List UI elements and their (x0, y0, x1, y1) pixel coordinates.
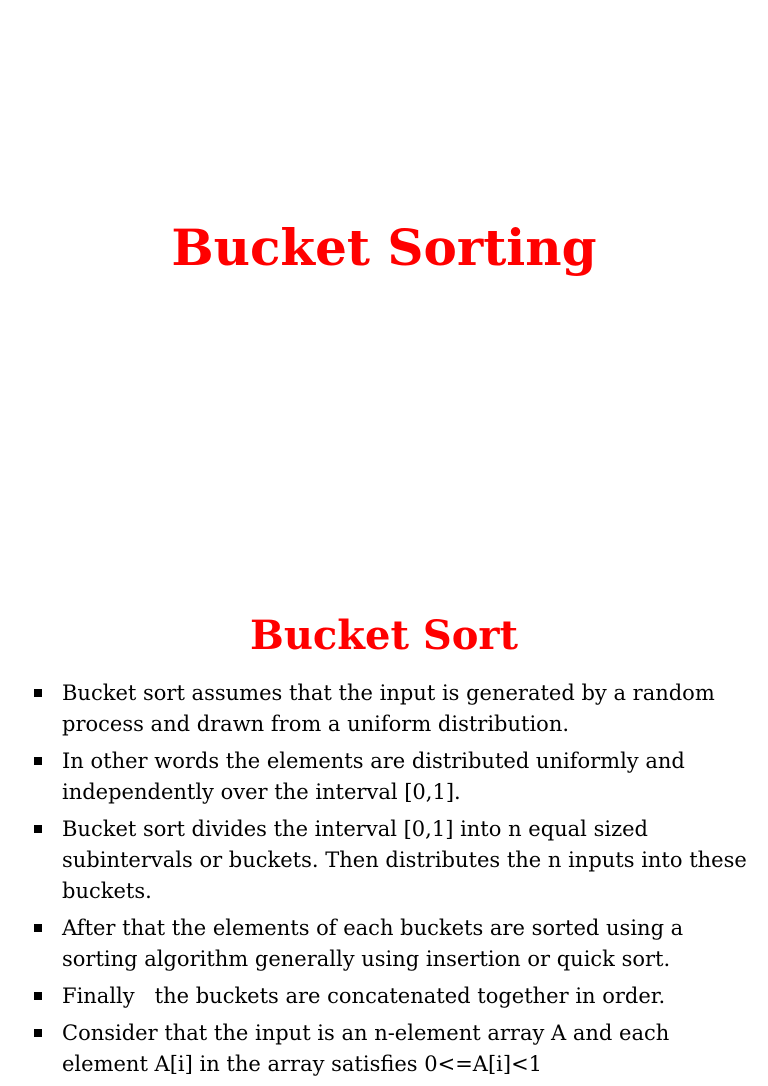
bullet-item (34, 913, 754, 975)
bullet-text: Bucket sort assumes that the input is generated by a random process and drawn from a uniform distribution. (62, 681, 715, 736)
bullet-item (34, 678, 754, 740)
square-bullet-icon (34, 757, 42, 765)
bullet-item (34, 746, 754, 808)
square-bullet-icon (34, 825, 42, 833)
square-bullet-icon (34, 924, 42, 932)
bullet-text: In other words the elements are distributed uniformly and independently over the interval [0,1]. (62, 749, 685, 804)
bullet-item (34, 814, 754, 907)
bullet-text: After that the elements of each buckets are sorted using a sorting algorithm generally using insertion or quick sort. (62, 916, 684, 971)
square-bullet-icon (34, 992, 42, 1000)
bullet-list (34, 678, 754, 1086)
bullet-text: Finally the buckets are concatenated together in order. (62, 984, 666, 1008)
slide-2 (0, 576, 768, 1076)
bullet-text: Consider that the input is an n-element array A and each element A[i] in the array satisfies 0<=A[i]<1 (62, 1021, 670, 1076)
square-bullet-icon (34, 1029, 42, 1037)
bullet-item (34, 981, 754, 1012)
slide-1-title: Bucket Sorting (171, 218, 597, 277)
bullet-text: Bucket sort divides the interval [0,1] into n equal sized subintervals or buckets. Then distributes the n inputs into these buckets. (62, 817, 747, 903)
slide-2-title: Bucket Sort (250, 612, 518, 659)
square-bullet-icon (34, 689, 42, 697)
bullet-item (34, 1018, 754, 1080)
